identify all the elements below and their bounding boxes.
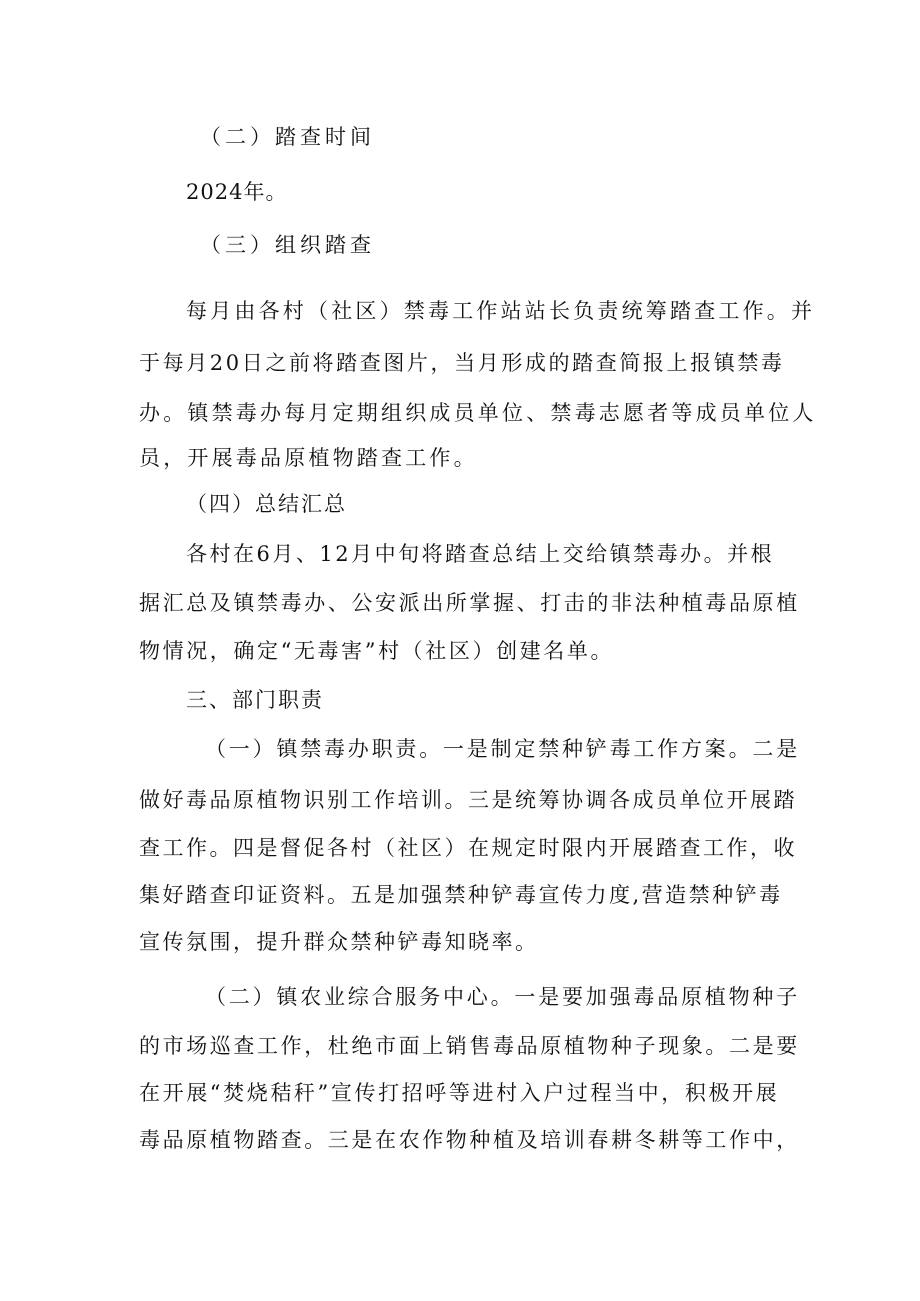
paragraph-line: 做好毒品原植物识别工作培训。三是统筹协调各成员单位开展踏 (139, 788, 797, 812)
paragraph-line: 在开展“焚烧秸秆”宣传打招呼等进村入户过程当中，积极开展 (139, 1081, 780, 1105)
paragraph-line: 每月由各村（社区）禁毒工作站站长负责统筹踏查工作。并 (186, 299, 816, 323)
paragraph-line: （一）镇禁毒办职责。一是制定禁种铲毒工作方案。二是 (205, 737, 800, 761)
heading-organize-survey: （三）组织踏查 (200, 233, 375, 257)
paragraph-line: 查工作。四是督促各村（社区）在规定时限内开展踏查工作，收 (139, 836, 797, 860)
heading-survey-time: （二）踏查时间 (200, 125, 375, 149)
paragraph-line: （二）镇农业综合服务中心。一是要加强毒品原植物种子 (205, 985, 800, 1009)
paragraph-line: 员，开展毒品原植物踏查工作。 (139, 446, 478, 470)
paragraph-line: 集好踏查印证资料。五是加强禁种铲毒宣传力度,营造禁种铲毒 (139, 883, 783, 907)
heading-department-duties: 三、部门职责 (186, 688, 324, 712)
paragraph-line: 的市场巡查工作，杜绝市面上销售毒品原植物种子现象。二是要 (139, 1034, 800, 1058)
paragraph-year: 2024年。 (186, 180, 288, 204)
heading-summary: （四）总结汇总 (186, 492, 347, 516)
paragraph-line: 宣传氛围，提升群众禁种铲毒知晓率。 (139, 930, 539, 954)
paragraph-line: 于每月20日之前将踏查图片，当月形成的踏查简报上报镇禁毒 (139, 351, 785, 375)
paragraph-line: 物情况，确定“无毒害”村（社区）创建名单。 (139, 639, 615, 663)
paragraph-line: 各村在6月、12月中旬将踏查总结上交给镇禁毒办。并根 (186, 542, 775, 566)
paragraph-line: 办。镇禁毒办每月定期组织成员单位、禁毒志愿者等成员单位人 (139, 401, 817, 425)
paragraph-line: 据汇总及镇禁毒办、公安派出所掌握、打击的非法种植毒品原植 (139, 591, 800, 615)
paragraph-line: 毒品原植物踏查。三是在农作物种植及培训春耕冬耕等工作中， (139, 1128, 800, 1152)
